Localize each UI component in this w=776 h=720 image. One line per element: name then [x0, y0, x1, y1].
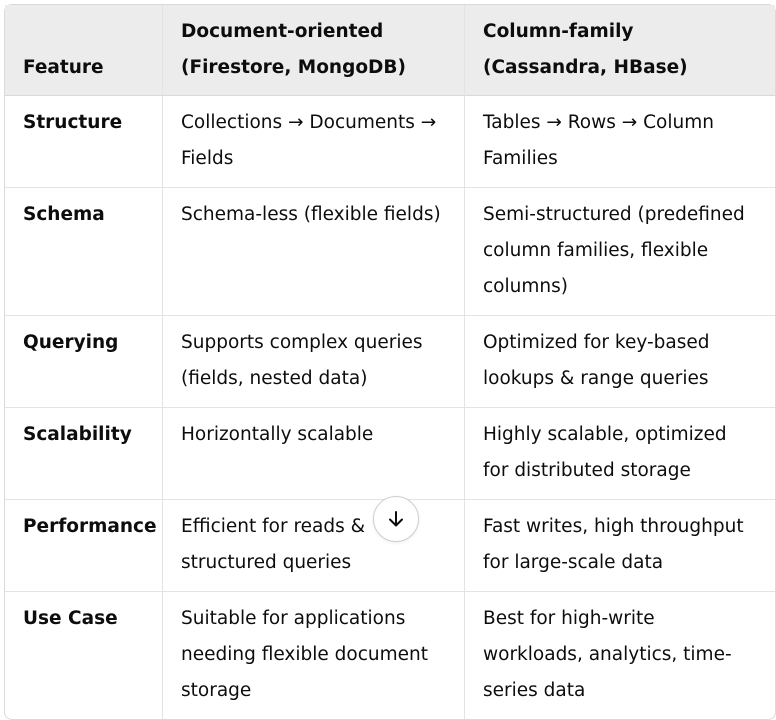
table-row [5, 408, 775, 500]
document-cell: Supports complex queries (fields, nested data) [163, 316, 465, 408]
column-family-cell: Optimized for key-based lookups & range queries [465, 316, 775, 408]
table-row [5, 96, 775, 188]
column-family-cell: Highly scalable, optimized for distributed storage [465, 408, 775, 500]
column-family-cell: Best for high-write workloads, analytics, time-series data [483, 608, 732, 701]
column-family-cell: Tables → Rows → Column Families [465, 96, 775, 188]
scroll-down-button[interactable] [373, 496, 419, 542]
document-cell: Schema-less (flexible fields) [163, 188, 465, 316]
column-family-cell: Semi-structured (predefined column families, flexible columns) [465, 188, 775, 316]
header-row [5, 5, 775, 96]
arrow-down-icon [386, 509, 406, 529]
table-row [5, 316, 775, 408]
document-cell: Horizontally scalable [163, 408, 465, 500]
feature-cell: Scalability [5, 408, 163, 500]
document-cell: Suitable for applications needing flexible document storage [163, 592, 465, 719]
column-family-cell: Fast writes, high throughput for large-scale data [465, 500, 775, 592]
comparison-table [4, 4, 776, 720]
feature-cell: Use Case [5, 592, 163, 719]
header-column-family: Column-family (Cassandra, HBase) [465, 5, 775, 96]
feature-cell: Structure [5, 96, 163, 188]
table-row [5, 188, 775, 316]
document-cell: Collections → Documents → Fields [163, 96, 465, 188]
feature-cell: Schema [5, 188, 163, 316]
header-document-oriented: Document-oriented (Firestore, MongoDB) [163, 5, 465, 96]
table-row [5, 592, 775, 719]
header-feature: Feature [5, 5, 163, 96]
feature-cell: Querying [5, 316, 163, 408]
feature-cell: Performance [5, 500, 163, 592]
document-cell: Efficient for reads & structured queries [163, 500, 465, 592]
